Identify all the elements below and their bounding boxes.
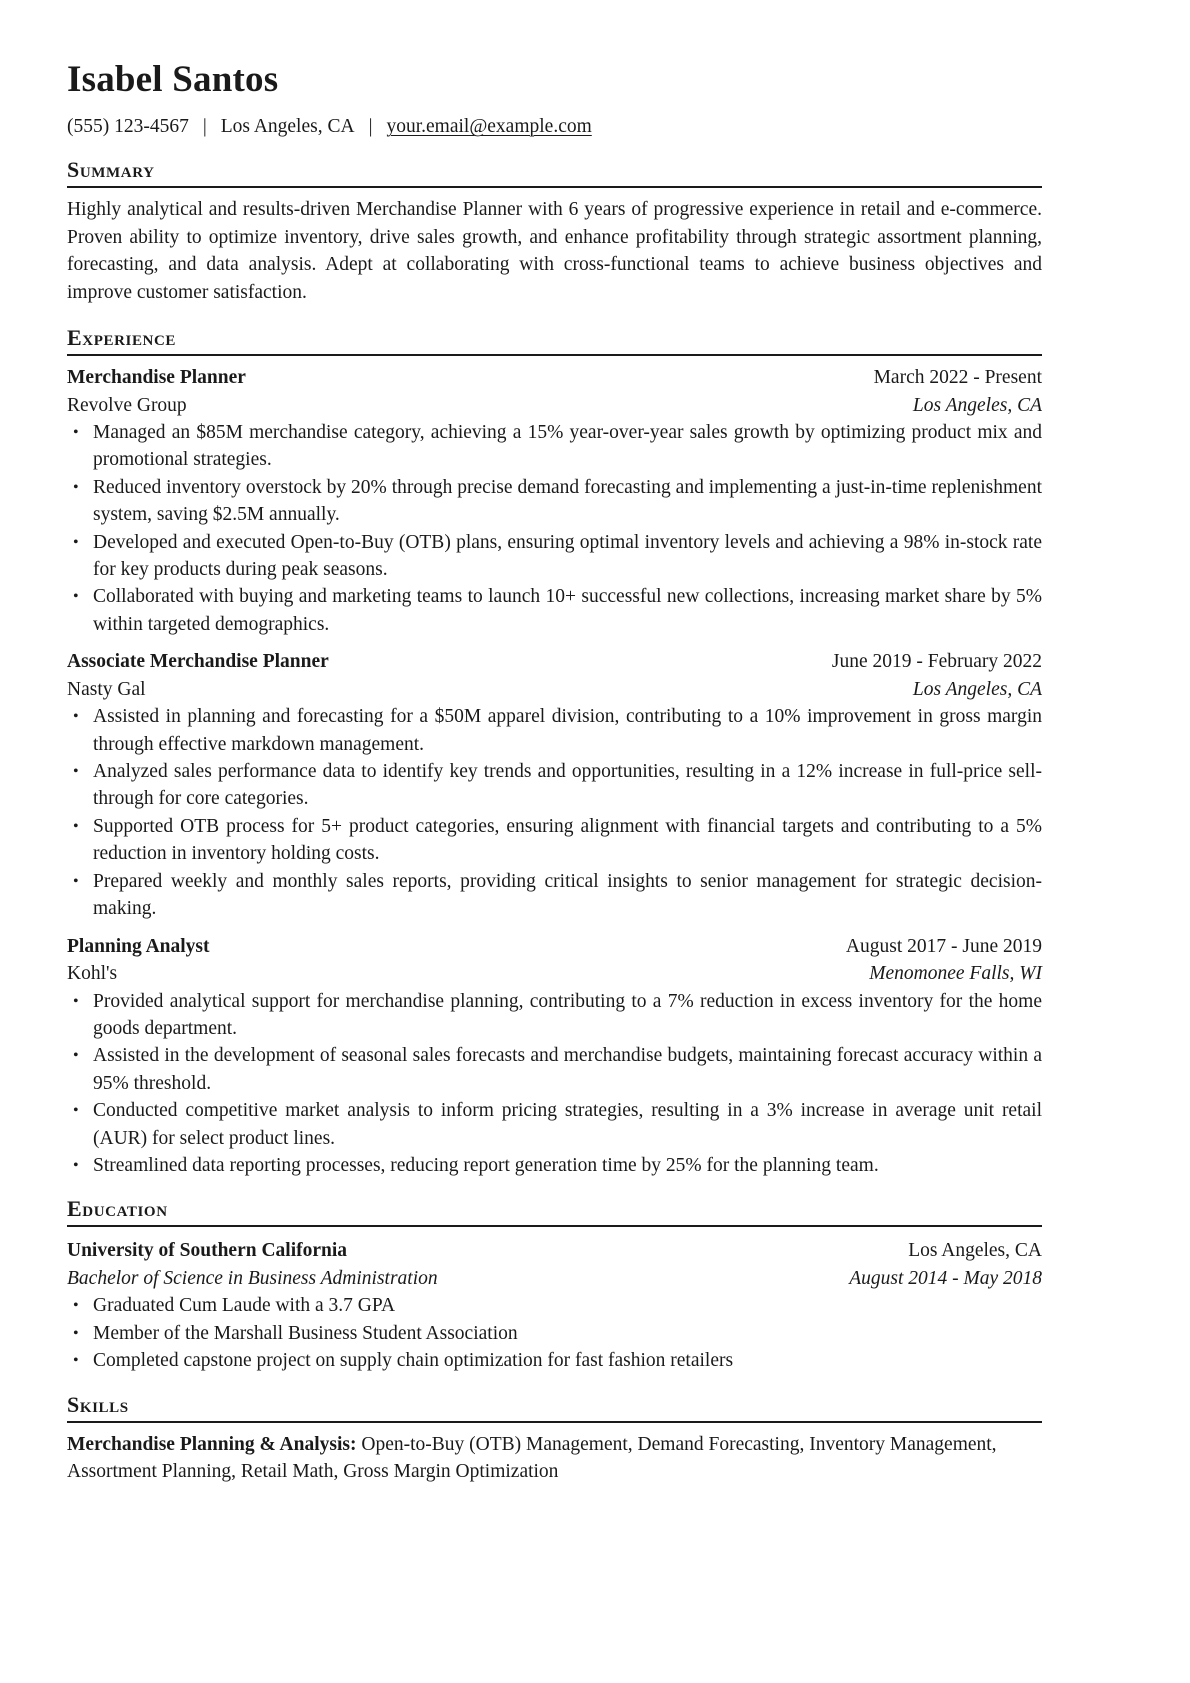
email-link[interactable]: your.email@example.com	[386, 116, 592, 137]
job-company: Revolve Group	[67, 394, 187, 416]
education-row-1	[67, 1237, 1042, 1265]
bullet-icon: •	[73, 992, 79, 1010]
job-row-2	[67, 960, 1042, 988]
school-location: Los Angeles, CA	[908, 1240, 1042, 1262]
job-bullets	[67, 703, 1042, 922]
list-item-text: Provided analytical support for merchandise planning, contributing to a 7% reduction in excess inventory for the home goods department.	[93, 990, 1042, 1039]
list-item	[67, 529, 1042, 584]
job-entry	[67, 933, 1042, 1180]
list-item	[67, 583, 1042, 638]
list-item	[67, 1152, 1042, 1179]
job-row-2	[67, 676, 1042, 704]
list-item	[67, 868, 1042, 923]
phone-number: (555) 123-4567	[67, 116, 189, 137]
bullet-icon: •	[73, 1324, 79, 1342]
bullet-icon: •	[73, 872, 79, 890]
job-role: Planning Analyst	[67, 935, 210, 957]
bullet-icon: •	[73, 478, 79, 496]
list-item	[67, 988, 1042, 1043]
bullet-icon: •	[73, 817, 79, 835]
list-item-text: Developed and executed Open-to-Buy (OTB) plans, ensuring optimal inventory levels and achieving a 98% in-stock rate for key products during peak seasons.	[93, 531, 1042, 581]
bullet-icon: •	[73, 1156, 79, 1174]
list-item-text: Collaborated with buying and marketing teams to launch 10+ successful new collections, increasing market share by 5% within targeted demographics.	[93, 586, 1042, 635]
contact-line	[67, 114, 1042, 140]
list-item-text: Member of the Marshall Business Student Association	[93, 1322, 518, 1344]
list-item	[67, 813, 1042, 868]
section-title-skills: Skills	[67, 1391, 1042, 1423]
list-item-text: Assisted in planning and forecasting for a $50M apparel division, contributing to a 10% improvement in gross margin through effective markdown management.	[93, 706, 1042, 755]
bullet-icon: •	[73, 763, 79, 781]
list-item-text: Supported OTB process for 5+ product categories, ensuring alignment with financial targets and contributing to a 5% reduction in inventory holding costs.	[93, 815, 1042, 865]
job-entry	[67, 364, 1042, 638]
job-role: Merchandise Planner	[67, 367, 246, 388]
bullet-icon: •	[73, 424, 79, 441]
job-row-1	[67, 364, 1042, 392]
school-name: University of Southern California	[67, 1240, 348, 1262]
job-row-1	[67, 648, 1042, 676]
job-role: Associate Merchandise Planner	[67, 651, 329, 673]
bullet-icon: •	[73, 1102, 79, 1120]
resume-page	[67, 58, 1042, 1486]
job-location: Menomonee Falls, WI	[869, 963, 1042, 984]
skills-items: Open-to-Buy (OTB) Management, Demand Forecasting, Inventory Management, Assortment Planning, Retail Math, Gross Margin Optimization	[67, 1433, 997, 1483]
contact-location: Los Angeles, CA	[220, 116, 355, 137]
contact-separator: |	[368, 116, 373, 137]
job-dates: August 2017 - June 2019	[845, 935, 1042, 957]
section-title-summary: Summary	[67, 156, 1042, 188]
list-item	[67, 1320, 1042, 1347]
list-item-text: Analyzed sales performance data to identify key trends and opportunities, resulting in a 12% increase in full-price sell-through for core categories.	[93, 761, 1042, 810]
job-entry	[67, 648, 1042, 922]
list-item	[67, 703, 1042, 758]
job-row-1	[67, 933, 1042, 961]
list-item-text: Streamlined data reporting processes, reducing report generation time by 25% for the planning team.	[93, 1154, 879, 1176]
list-item	[67, 419, 1042, 474]
skills-category: Merchandise Planning & Analysis:	[67, 1433, 357, 1455]
list-item	[67, 1042, 1042, 1097]
section-title-education: Education	[67, 1195, 1042, 1227]
job-bullets	[67, 419, 1042, 638]
degree-name: Bachelor of Science in Business Administration	[67, 1267, 438, 1289]
list-item	[67, 758, 1042, 813]
bullet-icon: •	[73, 1352, 79, 1370]
job-company: Nasty Gal	[67, 678, 146, 700]
experience-list	[67, 364, 1042, 1179]
job-dates: March 2022 - Present	[873, 367, 1042, 388]
list-item	[67, 1347, 1042, 1374]
list-item	[67, 474, 1042, 529]
education-entry	[67, 1237, 1042, 1374]
education-dates: August 2014 - May 2018	[849, 1267, 1042, 1289]
list-item-text: Assisted in the development of seasonal sales forecasts and merchandise budgets, maintaining forecast accuracy within a 95% threshold.	[93, 1045, 1042, 1094]
bullet-icon: •	[73, 533, 79, 551]
summary-text: Highly analytical and results-driven Merchandise Planner with 6 years of progressive experience in retail and e-commerce. Proven ability to optimize inventory, drive sales growth, and enhance profitability through strategic assortment planning, forecasting, and data analysis. Adept at collaborating with cross-functional teams to achieve business objectives and improve customer satisfaction.	[67, 199, 1042, 303]
job-row-2	[67, 392, 1042, 420]
job-location: Los Angeles, CA	[912, 394, 1042, 416]
list-item-text: Prepared weekly and monthly sales reports, providing critical insights to senior management for strategic decision-making.	[93, 870, 1042, 920]
list-item-text: Managed an $85M merchandise category, achieving a 15% year-over-year sales growth by optimizing product mix and promotional strategies.	[93, 422, 1042, 471]
list-item-text: Reduced inventory overstock by 20% through precise demand forecasting and implementing a just-in-time replenishment system, saving $2.5M annually.	[93, 476, 1042, 526]
job-company: Kohl's	[67, 963, 118, 984]
list-item-text: Completed capstone project on supply chain optimization for fast fashion retailers	[93, 1350, 734, 1372]
list-item	[67, 1097, 1042, 1152]
list-item	[67, 1292, 1042, 1319]
candidate-name: Isabel Santos	[67, 59, 279, 100]
section-title-experience: Experience	[67, 324, 1042, 356]
list-item-text: Graduated Cum Laude with a 3.7 GPA	[93, 1295, 396, 1317]
job-dates: June 2019 - February 2022	[831, 651, 1042, 673]
job-location: Los Angeles, CA	[912, 678, 1042, 700]
education-bullets	[67, 1292, 1042, 1374]
bullet-icon: •	[73, 588, 79, 606]
bullet-icon: •	[73, 1047, 79, 1065]
bullet-icon: •	[73, 1297, 79, 1315]
job-bullets	[67, 988, 1042, 1180]
bullet-icon: •	[73, 708, 79, 726]
education-row-2	[67, 1265, 1042, 1293]
list-item-text: Conducted competitive market analysis to inform pricing strategies, resulting in a 3% increase in average unit retail (AUR) for select product lines.	[93, 1100, 1042, 1149]
skills-line	[67, 1431, 1042, 1486]
contact-separator: |	[202, 116, 207, 137]
